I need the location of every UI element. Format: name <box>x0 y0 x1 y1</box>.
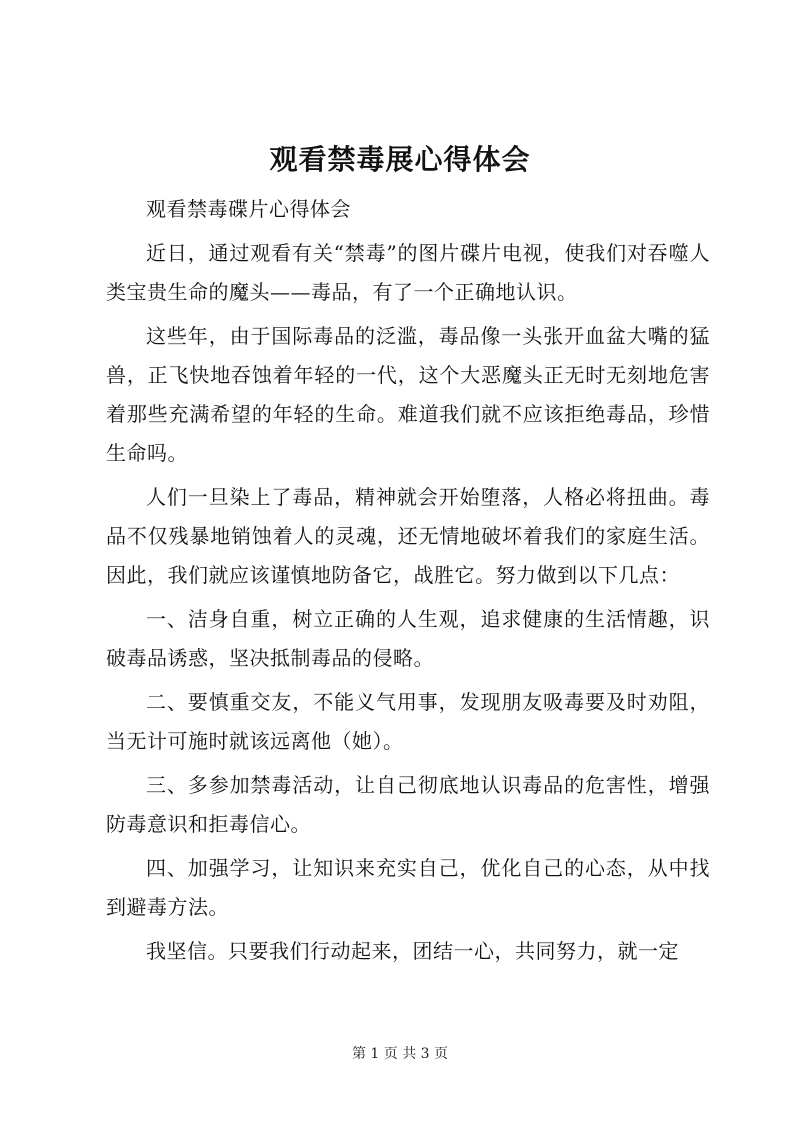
paragraph-point-1: 一、洁身自重，树立正确的人生观，追求健康的生活情趣，识破毒品诱惑，坚决抵制毒品的侵略。 <box>106 607 710 670</box>
paragraph-point-2: 二、要慎重交友，不能义气用事，发现朋友吸毒要及时劝阻，当无计可施时就该远离他（她）。 <box>106 690 710 753</box>
page-footer: 第 1 页 共 3 页 <box>351 1046 449 1062</box>
paragraph-harm: 人们一旦染上了毒品，精神就会开始堕落，人格必将扭曲。毒品不仅残暴地销蚀着人的灵魂，还无情地破坏着我们的家庭生活。因此，我们就应该谨慎地防备它，战胜它。努力做到以下几点： <box>106 485 710 587</box>
paragraph-point-3: 三、多参加禁毒活动，让自己彻底地认识毒品的危害性，增强防毒意识和拒毒信心。 <box>106 773 710 836</box>
paragraph-conclusion: 我坚信。只要我们行动起来，团结一心，共同努力，就一定 <box>146 939 679 963</box>
paragraph-subtitle: 观看禁毒碟片心得体会 <box>146 197 351 221</box>
paragraph-point-4: 四、加强学习，让知识来充实自己，优化自己的心态，从中找到避毒方法。 <box>106 856 710 919</box>
document-title: 观看禁毒展心得体会 <box>269 143 531 176</box>
paragraph-intro: 近日，通过观看有关“禁毒”的图片碟片电视，使我们对吞噬人类宝贵生命的魔头——毒品，有了一个正确地认识。 <box>106 241 710 304</box>
document-body <box>106 190 710 976</box>
paragraph-background: 这些年，由于国际毒品的泛滥，毒品像一头张开血盆大嘴的猛兽，正飞快地吞蚀着年轻的一代，这个大恶魔头正无时无刻地危害着那些充满希望的年轻的生命。难道我们就不应该拒绝毒品，珍惜生命吗。 <box>106 324 710 465</box>
